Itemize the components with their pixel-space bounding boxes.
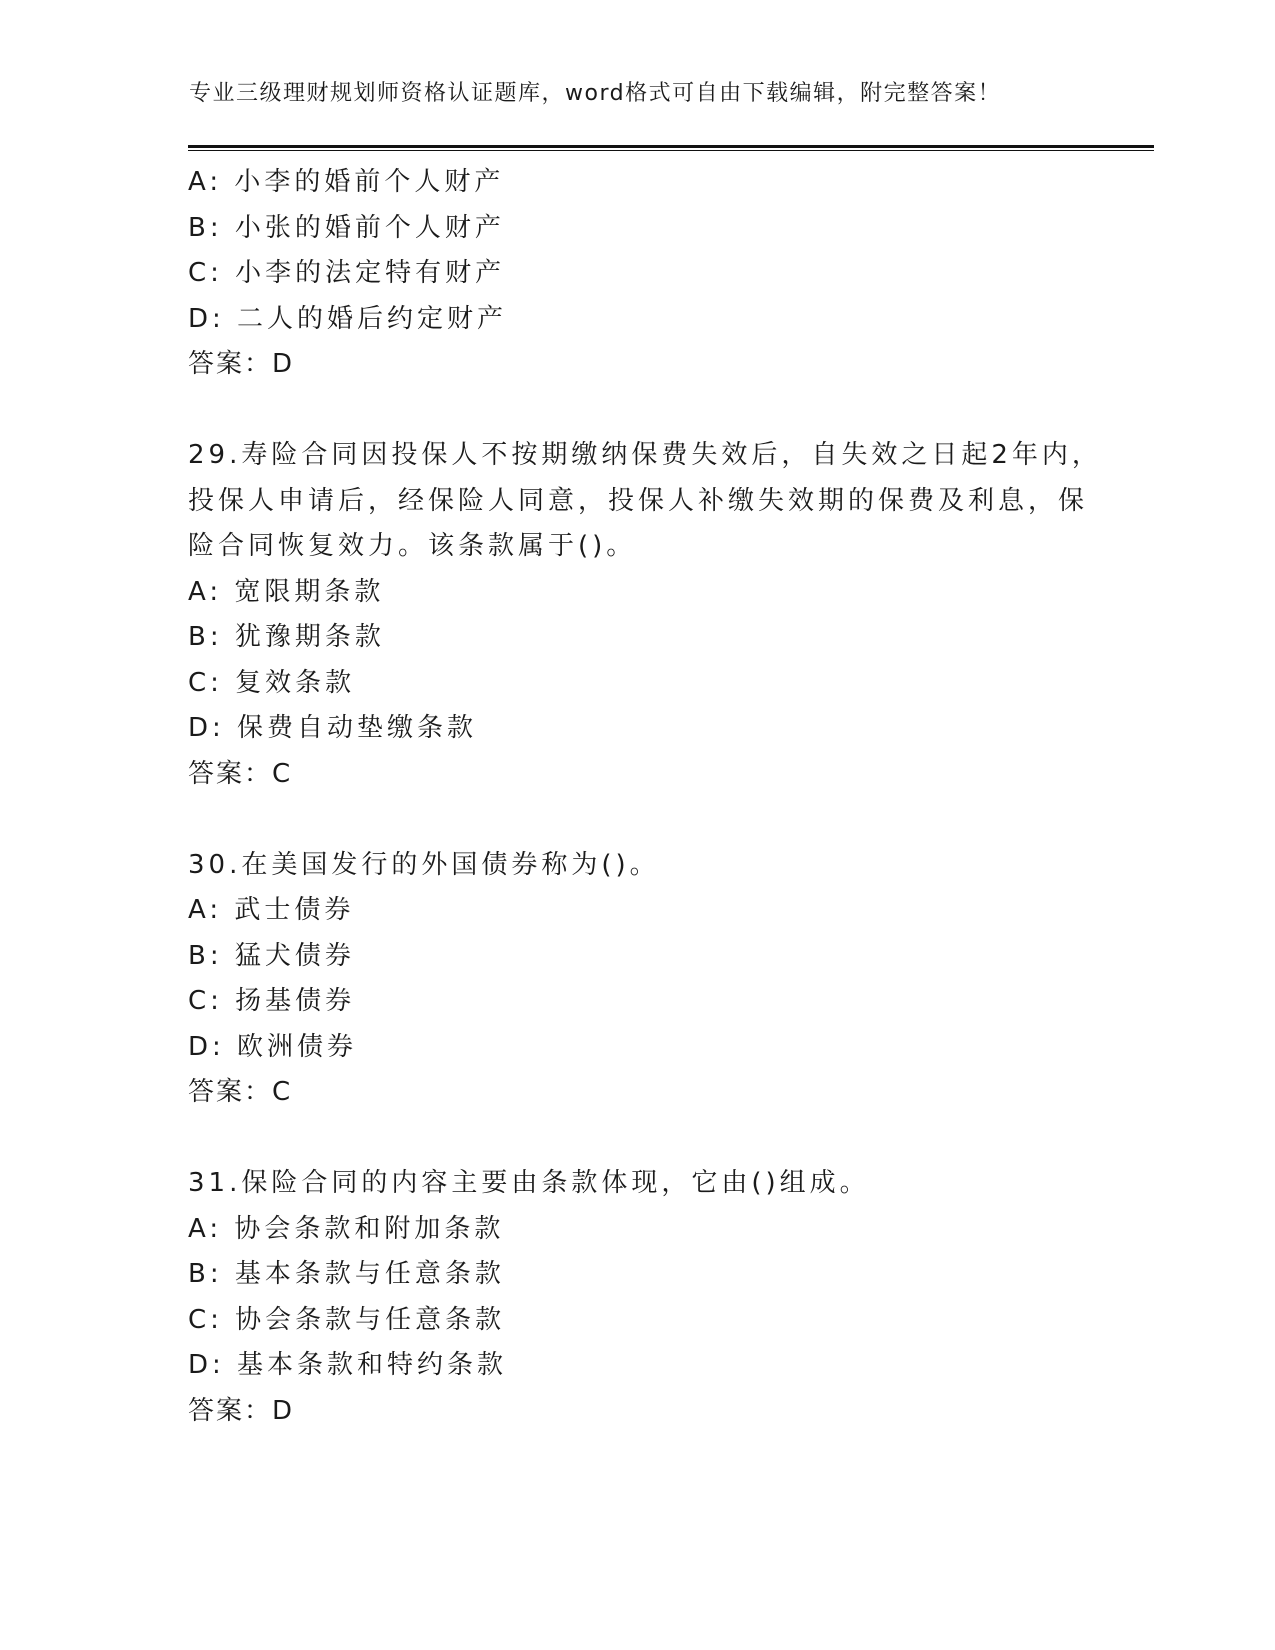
question-stem-line: 30.在美国发行的外国债券称为()。 xyxy=(188,849,660,880)
question-31 xyxy=(188,1161,1088,1434)
answer-line: 答案：C xyxy=(188,758,293,789)
option-d: D: 保费自动垫缴条款 xyxy=(188,713,478,743)
option-a: A: 小李的婚前个人财产 xyxy=(188,167,505,197)
option-d: D: 基本条款和特约条款 xyxy=(188,1350,508,1380)
page-header: 专业三级理财规划师资格认证题库，word格式可自由下载编辑，附完整答案！ xyxy=(189,81,1002,106)
spacer xyxy=(188,797,1088,843)
option-a: A: 协会条款和附加条款 xyxy=(188,1213,505,1244)
question-stem-line: 31.保险合同的内容主要由条款体现，它由()组成。 xyxy=(188,1168,870,1198)
question-30 xyxy=(188,843,1088,1116)
spacer xyxy=(188,1116,1088,1162)
question-28-continued xyxy=(188,160,1088,388)
question-29 xyxy=(188,433,1102,797)
answer-line: 答案：C xyxy=(188,1077,293,1107)
option-b: B: 基本条款与任意条款 xyxy=(188,1259,505,1289)
option-c: C: 协会条款与任意条款 xyxy=(188,1304,506,1335)
option-a: A: 宽限期条款 xyxy=(188,576,385,607)
question-stem-line: 险合同恢复效力。该条款属于()。 xyxy=(188,531,637,561)
answer-line: 答案：D xyxy=(188,349,295,379)
header-divider xyxy=(188,145,1154,151)
option-d: D: 二人的婚后约定财产 xyxy=(188,303,508,334)
option-c: C: 复效条款 xyxy=(188,667,356,698)
option-b: B: 猛犬债券 xyxy=(188,940,355,971)
option-c: C: 扬基债券 xyxy=(188,986,356,1016)
question-stem-line: 29.寿险合同因投保人不按期缴纳保费失效后，自失效之日起2年内， xyxy=(188,440,1102,470)
question-list xyxy=(188,160,1102,1434)
option-a: A: 武士债券 xyxy=(188,895,355,925)
question-stem-line: 投保人申请后，经保险人同意，投保人补缴失效期的保费及利息，保 xyxy=(188,485,1089,516)
option-c: C: 小李的法定特有财产 xyxy=(188,258,506,288)
option-b: B: 小张的婚前个人财产 xyxy=(188,212,505,243)
answer-line: 答案：D xyxy=(188,1395,295,1426)
option-b: B: 犹豫期条款 xyxy=(188,622,385,652)
spacer xyxy=(188,388,1088,434)
option-d: D: 欧洲债券 xyxy=(188,1031,358,1062)
